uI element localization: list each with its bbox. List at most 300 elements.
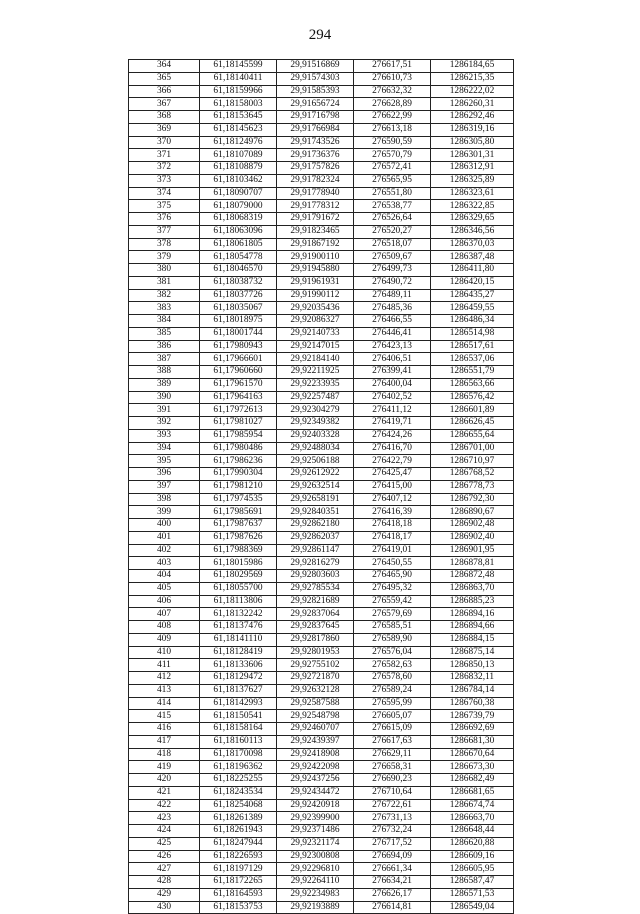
x-coordinate-cell: 276465,90 [354,570,431,583]
y-coordinate-cell: 1286312,91 [431,162,514,175]
latitude-cell: 61,17981027 [200,417,277,430]
point-number-cell: 410 [129,646,200,659]
latitude-cell: 61,18170098 [200,748,277,761]
longitude-cell: 29,92264110 [277,876,354,889]
table-row [129,876,514,889]
y-coordinate-cell: 1286329,65 [431,213,514,226]
longitude-cell: 29,92147015 [277,340,354,353]
longitude-cell: 29,92437256 [277,774,354,787]
latitude-cell: 61,18133606 [200,659,277,672]
latitude-cell: 61,17981210 [200,480,277,493]
x-coordinate-cell: 276418,18 [354,519,431,532]
latitude-cell: 61,18129472 [200,672,277,685]
y-coordinate-cell: 1286325,89 [431,174,514,187]
longitude-cell: 29,92801953 [277,646,354,659]
point-number-cell: 383 [129,302,200,315]
latitude-cell: 61,18254068 [200,799,277,812]
longitude-cell: 29,91574303 [277,72,354,85]
point-number-cell: 365 [129,72,200,85]
point-number-cell: 415 [129,710,200,723]
latitude-cell: 61,18015986 [200,557,277,570]
y-coordinate-cell: 1286663,70 [431,812,514,825]
y-coordinate-cell: 1286517,61 [431,340,514,353]
table-row [129,442,514,455]
table-row [129,72,514,85]
x-coordinate-cell: 276559,42 [354,595,431,608]
table-row [129,710,514,723]
latitude-cell: 61,18196362 [200,761,277,774]
table-row [129,748,514,761]
y-coordinate-cell: 1286670,64 [431,748,514,761]
y-coordinate-cell: 1286901,95 [431,544,514,557]
y-coordinate-cell: 1286549,04 [431,901,514,914]
latitude-cell: 61,18107089 [200,149,277,162]
latitude-cell: 61,18142993 [200,697,277,710]
latitude-cell: 61,17964163 [200,391,277,404]
longitude-cell: 29,91656724 [277,98,354,111]
table-row [129,200,514,213]
latitude-cell: 61,18197129 [200,863,277,876]
point-number-cell: 374 [129,187,200,200]
x-coordinate-cell: 276622,99 [354,111,431,124]
y-coordinate-cell: 1286620,88 [431,837,514,850]
longitude-cell: 29,92422098 [277,761,354,774]
point-number-cell: 368 [129,111,200,124]
table-row [129,315,514,328]
table-row [129,353,514,366]
y-coordinate-cell: 1286760,38 [431,697,514,710]
point-number-cell: 373 [129,174,200,187]
latitude-cell: 61,18153645 [200,111,277,124]
point-number-cell: 375 [129,200,200,213]
x-coordinate-cell: 276632,32 [354,85,431,98]
longitude-cell: 29,92587588 [277,697,354,710]
longitude-cell: 29,92821689 [277,595,354,608]
table-row [129,799,514,812]
table-row [129,531,514,544]
point-number-cell: 422 [129,799,200,812]
y-coordinate-cell: 1286890,67 [431,506,514,519]
y-coordinate-cell: 1286739,79 [431,710,514,723]
table-row [129,837,514,850]
table-row [129,149,514,162]
y-coordinate-cell: 1286902,40 [431,531,514,544]
y-coordinate-cell: 1286184,65 [431,60,514,73]
x-coordinate-cell: 276400,04 [354,378,431,391]
longitude-cell: 29,92837064 [277,608,354,621]
table-row [129,774,514,787]
latitude-cell: 61,18243534 [200,786,277,799]
x-coordinate-cell: 276424,26 [354,429,431,442]
x-coordinate-cell: 276495,32 [354,582,431,595]
x-coordinate-cell: 276626,17 [354,888,431,901]
point-number-cell: 369 [129,123,200,136]
x-coordinate-cell: 276518,07 [354,238,431,251]
latitude-cell: 61,17980486 [200,442,277,455]
latitude-cell: 61,18141110 [200,633,277,646]
latitude-cell: 61,18153753 [200,901,277,914]
table-row [129,825,514,838]
x-coordinate-cell: 276615,09 [354,723,431,736]
y-coordinate-cell: 1286292,46 [431,111,514,124]
longitude-cell: 29,91791672 [277,213,354,226]
point-number-cell: 400 [129,519,200,532]
y-coordinate-cell: 1286387,48 [431,251,514,264]
y-coordinate-cell: 1286850,13 [431,659,514,672]
latitude-cell: 61,17987637 [200,519,277,532]
point-number-cell: 378 [129,238,200,251]
latitude-cell: 61,18160113 [200,735,277,748]
latitude-cell: 61,18159966 [200,85,277,98]
longitude-cell: 29,91823465 [277,225,354,238]
longitude-cell: 29,91782324 [277,174,354,187]
table-row [129,162,514,175]
x-coordinate-cell: 276661,34 [354,863,431,876]
table-row [129,264,514,277]
x-coordinate-cell: 276419,01 [354,544,431,557]
longitude-cell: 29,92840351 [277,506,354,519]
latitude-cell: 61,17961570 [200,378,277,391]
table-row [129,136,514,149]
point-number-cell: 404 [129,570,200,583]
point-number-cell: 430 [129,901,200,914]
latitude-cell: 61,18132242 [200,608,277,621]
longitude-cell: 29,92349382 [277,417,354,430]
point-number-cell: 377 [129,225,200,238]
x-coordinate-cell: 276617,63 [354,735,431,748]
latitude-cell: 61,18090707 [200,187,277,200]
y-coordinate-cell: 1286323,61 [431,187,514,200]
longitude-cell: 29,92803603 [277,570,354,583]
latitude-cell: 61,18164593 [200,888,277,901]
longitude-cell: 29,92420918 [277,799,354,812]
longitude-cell: 29,92862180 [277,519,354,532]
point-number-cell: 418 [129,748,200,761]
point-number-cell: 403 [129,557,200,570]
table-row [129,340,514,353]
y-coordinate-cell: 1286435,27 [431,289,514,302]
latitude-cell: 61,18113806 [200,595,277,608]
x-coordinate-cell: 276610,73 [354,72,431,85]
x-coordinate-cell: 276628,89 [354,98,431,111]
x-coordinate-cell: 276538,77 [354,200,431,213]
longitude-cell: 29,92211925 [277,366,354,379]
latitude-cell: 61,18261943 [200,825,277,838]
y-coordinate-cell: 1286878,81 [431,557,514,570]
latitude-cell: 61,17990304 [200,468,277,481]
table-row [129,888,514,901]
x-coordinate-cell: 276489,11 [354,289,431,302]
point-number-cell: 394 [129,442,200,455]
latitude-cell: 61,17987626 [200,531,277,544]
x-coordinate-cell: 276411,12 [354,404,431,417]
point-number-cell: 421 [129,786,200,799]
longitude-cell: 29,92418908 [277,748,354,761]
y-coordinate-cell: 1286486,34 [431,315,514,328]
y-coordinate-cell: 1286626,45 [431,417,514,430]
latitude-cell: 61,17980943 [200,340,277,353]
longitude-cell: 29,92755102 [277,659,354,672]
y-coordinate-cell: 1286832,11 [431,672,514,685]
latitude-cell: 61,18046570 [200,264,277,277]
x-coordinate-cell: 276419,71 [354,417,431,430]
longitude-cell: 29,92817860 [277,633,354,646]
longitude-cell: 29,92612922 [277,468,354,481]
point-number-cell: 370 [129,136,200,149]
latitude-cell: 61,18103462 [200,174,277,187]
y-coordinate-cell: 1286692,69 [431,723,514,736]
table-row [129,366,514,379]
table-row [129,276,514,289]
table-row [129,723,514,736]
x-coordinate-cell: 276613,18 [354,123,431,136]
longitude-cell: 29,92399900 [277,812,354,825]
longitude-cell: 29,92837645 [277,621,354,634]
x-coordinate-cell: 276732,24 [354,825,431,838]
latitude-cell: 61,18061805 [200,238,277,251]
point-number-cell: 382 [129,289,200,302]
y-coordinate-cell: 1286601,89 [431,404,514,417]
latitude-cell: 61,18247944 [200,837,277,850]
point-number-cell: 371 [129,149,200,162]
longitude-cell: 29,91778940 [277,187,354,200]
longitude-cell: 29,92296810 [277,863,354,876]
x-coordinate-cell: 276722,61 [354,799,431,812]
table-row [129,608,514,621]
table-row [129,404,514,417]
x-coordinate-cell: 276485,36 [354,302,431,315]
latitude-cell: 61,18226593 [200,850,277,863]
point-number-cell: 392 [129,417,200,430]
x-coordinate-cell: 276422,79 [354,455,431,468]
longitude-cell: 29,92086327 [277,315,354,328]
latitude-cell: 61,18124976 [200,136,277,149]
y-coordinate-cell: 1286673,30 [431,761,514,774]
latitude-cell: 61,18140411 [200,72,277,85]
x-coordinate-cell: 276418,17 [354,531,431,544]
x-coordinate-cell: 276425,47 [354,468,431,481]
point-number-cell: 380 [129,264,200,277]
table-row [129,429,514,442]
y-coordinate-cell: 1286872,48 [431,570,514,583]
longitude-cell: 29,91757826 [277,162,354,175]
table-row [129,302,514,315]
longitude-cell: 29,92658191 [277,493,354,506]
longitude-cell: 29,92300808 [277,850,354,863]
y-coordinate-cell: 1286551,79 [431,366,514,379]
y-coordinate-cell: 1286682,49 [431,774,514,787]
y-coordinate-cell: 1286701,00 [431,442,514,455]
point-number-cell: 416 [129,723,200,736]
y-coordinate-cell: 1286537,06 [431,353,514,366]
x-coordinate-cell: 276694,09 [354,850,431,863]
point-number-cell: 409 [129,633,200,646]
latitude-cell: 61,18158003 [200,98,277,111]
table-row [129,289,514,302]
x-coordinate-cell: 276415,00 [354,480,431,493]
point-number-cell: 427 [129,863,200,876]
point-number-cell: 372 [129,162,200,175]
y-coordinate-cell: 1286514,98 [431,327,514,340]
point-number-cell: 399 [129,506,200,519]
table-row [129,213,514,226]
longitude-cell: 29,92234983 [277,888,354,901]
point-number-cell: 395 [129,455,200,468]
latitude-cell: 61,17986236 [200,455,277,468]
longitude-cell: 29,92035436 [277,302,354,315]
y-coordinate-cell: 1286370,03 [431,238,514,251]
y-coordinate-cell: 1286322,85 [431,200,514,213]
x-coordinate-cell: 276399,41 [354,366,431,379]
y-coordinate-cell: 1286305,80 [431,136,514,149]
x-coordinate-cell: 276658,31 [354,761,431,774]
longitude-cell: 29,91743526 [277,136,354,149]
latitude-cell: 61,18158164 [200,723,277,736]
table-row [129,812,514,825]
y-coordinate-cell: 1286681,30 [431,735,514,748]
x-coordinate-cell: 276590,59 [354,136,431,149]
point-number-cell: 424 [129,825,200,838]
x-coordinate-cell: 276499,73 [354,264,431,277]
y-coordinate-cell: 1286459,55 [431,302,514,315]
latitude-cell: 61,17985954 [200,429,277,442]
longitude-cell: 29,92304279 [277,404,354,417]
x-coordinate-cell: 276551,80 [354,187,431,200]
point-number-cell: 388 [129,366,200,379]
point-number-cell: 366 [129,85,200,98]
latitude-cell: 61,18038732 [200,276,277,289]
longitude-cell: 29,91990112 [277,289,354,302]
point-number-cell: 428 [129,876,200,889]
table-row [129,174,514,187]
longitude-cell: 29,92140733 [277,327,354,340]
x-coordinate-cell: 276490,72 [354,276,431,289]
longitude-cell: 29,91945880 [277,264,354,277]
x-coordinate-cell: 276509,67 [354,251,431,264]
point-number-cell: 407 [129,608,200,621]
point-number-cell: 381 [129,276,200,289]
x-coordinate-cell: 276407,12 [354,493,431,506]
y-coordinate-cell: 1286894,16 [431,608,514,621]
point-number-cell: 390 [129,391,200,404]
longitude-cell: 29,92548798 [277,710,354,723]
table-row [129,570,514,583]
y-coordinate-cell: 1286260,31 [431,98,514,111]
y-coordinate-cell: 1286215,35 [431,72,514,85]
longitude-cell: 29,92371486 [277,825,354,838]
table-row [129,378,514,391]
table-row [129,327,514,340]
table-row [129,863,514,876]
table-row [129,480,514,493]
y-coordinate-cell: 1286301,31 [431,149,514,162]
point-number-cell: 411 [129,659,200,672]
latitude-cell: 61,18035067 [200,302,277,315]
y-coordinate-cell: 1286576,42 [431,391,514,404]
x-coordinate-cell: 276423,13 [354,340,431,353]
table-row [129,850,514,863]
table-row [129,646,514,659]
table-row [129,98,514,111]
latitude-cell: 61,18225255 [200,774,277,787]
y-coordinate-cell: 1286563,66 [431,378,514,391]
longitude-cell: 29,92257487 [277,391,354,404]
longitude-cell: 29,92816279 [277,557,354,570]
point-number-cell: 402 [129,544,200,557]
y-coordinate-cell: 1286587,47 [431,876,514,889]
y-coordinate-cell: 1286222,02 [431,85,514,98]
longitude-cell: 29,92632514 [277,480,354,493]
latitude-cell: 61,18150541 [200,710,277,723]
longitude-cell: 29,91867192 [277,238,354,251]
latitude-cell: 61,18261389 [200,812,277,825]
y-coordinate-cell: 1286902,48 [431,519,514,532]
x-coordinate-cell: 276466,55 [354,315,431,328]
table-row [129,735,514,748]
x-coordinate-cell: 276450,55 [354,557,431,570]
x-coordinate-cell: 276416,39 [354,506,431,519]
latitude-cell: 61,17974535 [200,493,277,506]
table-row [129,786,514,799]
table-row [129,557,514,570]
longitude-cell: 29,91716798 [277,111,354,124]
longitude-cell: 29,92439397 [277,735,354,748]
longitude-cell: 29,91766984 [277,123,354,136]
point-number-cell: 413 [129,684,200,697]
point-number-cell: 397 [129,480,200,493]
latitude-cell: 61,17985691 [200,506,277,519]
table-row [129,621,514,634]
x-coordinate-cell: 276578,60 [354,672,431,685]
point-number-cell: 426 [129,850,200,863]
latitude-cell: 61,18128419 [200,646,277,659]
point-number-cell: 398 [129,493,200,506]
latitude-cell: 61,17988369 [200,544,277,557]
y-coordinate-cell: 1286710,97 [431,455,514,468]
point-number-cell: 408 [129,621,200,634]
longitude-cell: 29,92488034 [277,442,354,455]
point-number-cell: 405 [129,582,200,595]
y-coordinate-cell: 1286655,64 [431,429,514,442]
table-row [129,468,514,481]
x-coordinate-cell: 276629,11 [354,748,431,761]
table-row [129,672,514,685]
y-coordinate-cell: 1286778,73 [431,480,514,493]
point-number-cell: 401 [129,531,200,544]
longitude-cell: 29,92862037 [277,531,354,544]
y-coordinate-cell: 1286792,30 [431,493,514,506]
point-number-cell: 389 [129,378,200,391]
x-coordinate-cell: 276579,69 [354,608,431,621]
latitude-cell: 61,17972613 [200,404,277,417]
table-row [129,506,514,519]
point-number-cell: 425 [129,837,200,850]
longitude-cell: 29,92632128 [277,684,354,697]
y-coordinate-cell: 1286648,44 [431,825,514,838]
latitude-cell: 61,17966601 [200,353,277,366]
point-number-cell: 379 [129,251,200,264]
x-coordinate-cell: 276402,52 [354,391,431,404]
x-coordinate-cell: 276576,04 [354,646,431,659]
y-coordinate-cell: 1286894,66 [431,621,514,634]
table-row [129,761,514,774]
y-coordinate-cell: 1286571,53 [431,888,514,901]
longitude-cell: 29,92460707 [277,723,354,736]
table-row [129,123,514,136]
y-coordinate-cell: 1286681,65 [431,786,514,799]
latitude-cell: 61,18137627 [200,684,277,697]
x-coordinate-cell: 276572,41 [354,162,431,175]
